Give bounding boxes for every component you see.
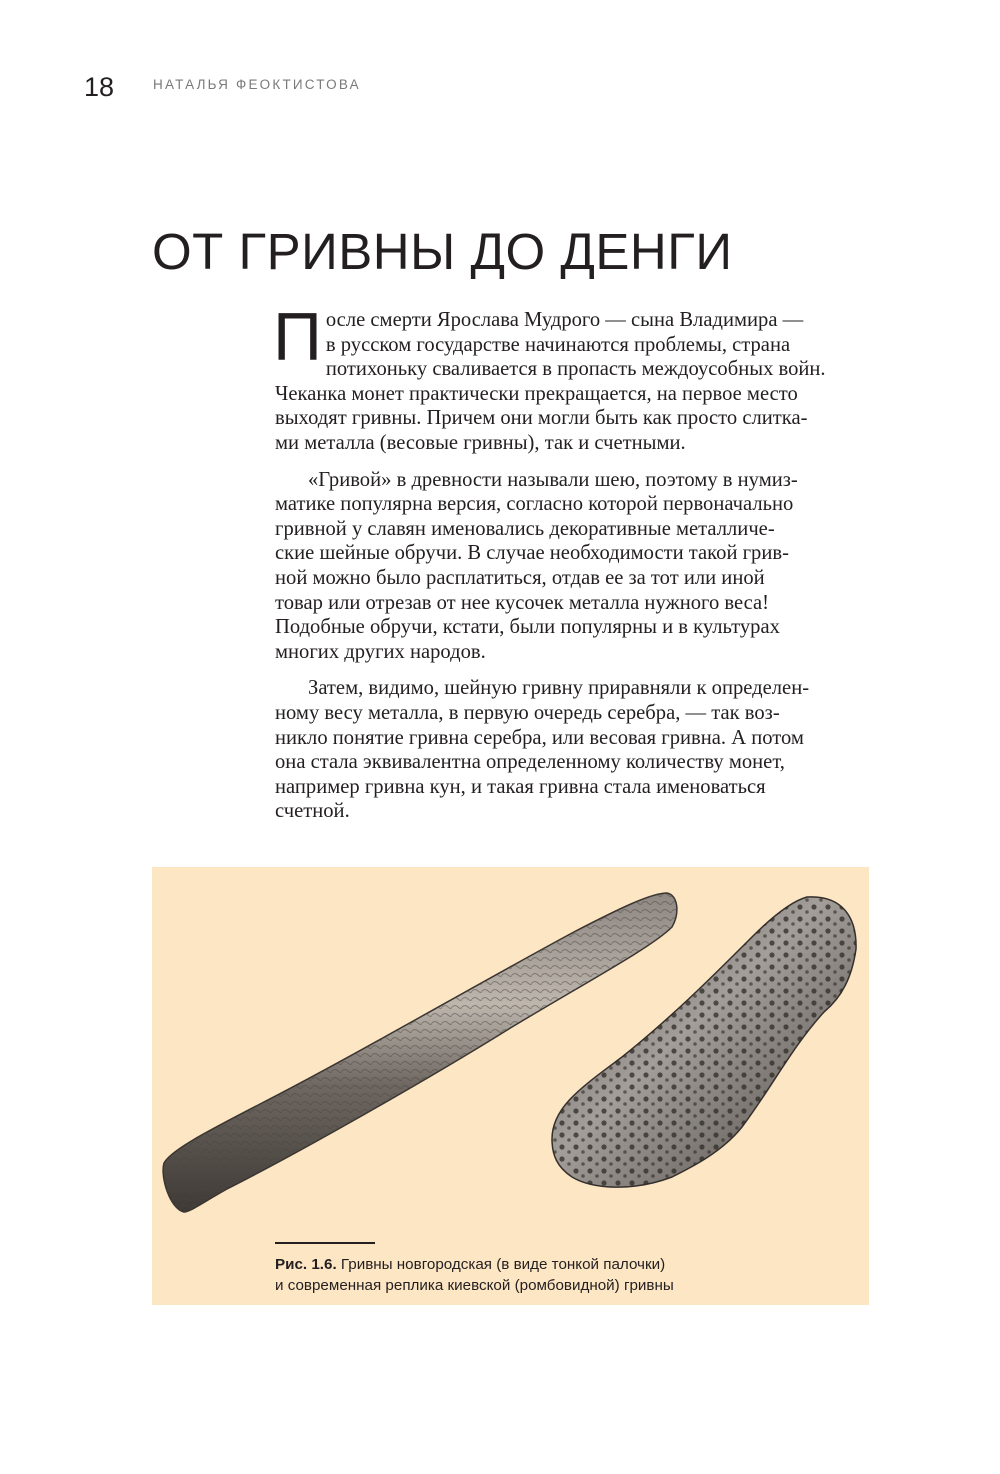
text-line: потихоньку сваливается в пропасть междоусобных войн. <box>325 358 826 381</box>
text-line: выходят гривны. Причем они могли быть как просто слитка- <box>275 407 808 430</box>
paragraph-1 <box>273 299 875 456</box>
caption-line-1 <box>275 1254 835 1275</box>
text-line: Чеканка монет практически прекращается, на первое место <box>275 382 798 405</box>
text-line: осле смерти Ярослава Мудрого — сына Владимира — <box>325 309 804 331</box>
text-line: «Гривой» в древности называли шею, поэтому в нумиз- <box>308 468 798 491</box>
figure-illustration <box>152 867 869 1305</box>
text-line: ному весу металла, в первую очередь серебра, — так воз- <box>275 701 780 724</box>
text-line: товар или отрезав от нее кусочек металла нужного веса! <box>275 591 770 614</box>
text-line: многих других народов. <box>275 640 486 663</box>
text-line: гривной у славян именовались декоративные металличе- <box>275 517 775 540</box>
text-line: Подобные обручи, кстати, были популярны и в культурах <box>275 616 780 639</box>
figure-caption <box>275 1254 835 1296</box>
paragraph-2 <box>275 468 875 665</box>
page-number: 18 <box>84 72 115 102</box>
running-head-author: НАТАЛЬЯ ФЕОКТИСТОВА <box>153 77 361 92</box>
text-line: ной можно было расплатиться, отдав ее за тот или иной <box>275 566 765 589</box>
text-line: счетной. <box>275 800 350 823</box>
text-line: в русском государстве начинаются проблемы, страна <box>325 333 791 356</box>
text-line: например гривна кун, и такая гривна стала именоваться <box>275 775 766 798</box>
text-line: ские шейные обручи. В случае необходимости такой грив- <box>275 542 789 565</box>
text-line: ми металла (весовые гривны), так и счетными. <box>275 431 686 454</box>
body-text <box>273 299 875 836</box>
text-line: никло понятие гривна серебра, или весовая гривна. А потом <box>275 726 804 749</box>
figure-photo <box>152 867 869 1305</box>
text-line: Затем, видимо, шейную гривну приравняли к определен- <box>308 677 810 700</box>
chapter-title: ОТ ГРИВНЫ ДО ДЕНГИ <box>152 223 733 280</box>
caption-label: Рис. 1.6. <box>275 1256 337 1273</box>
text-line: матике популярна версия, согласно которой первоначально <box>275 493 794 516</box>
caption-text-1: Гривны новгородская (в виде тонкой палочки) <box>336 1256 666 1273</box>
paragraph-3 <box>275 676 875 824</box>
text-line: она стала эквивалентна определенному количеству монет, <box>275 751 785 774</box>
caption-rule <box>275 1242 375 1244</box>
drop-cap: П <box>273 299 322 375</box>
caption-text-2: и современная реплика киевской (ромбовидной) гривны <box>275 1277 674 1294</box>
